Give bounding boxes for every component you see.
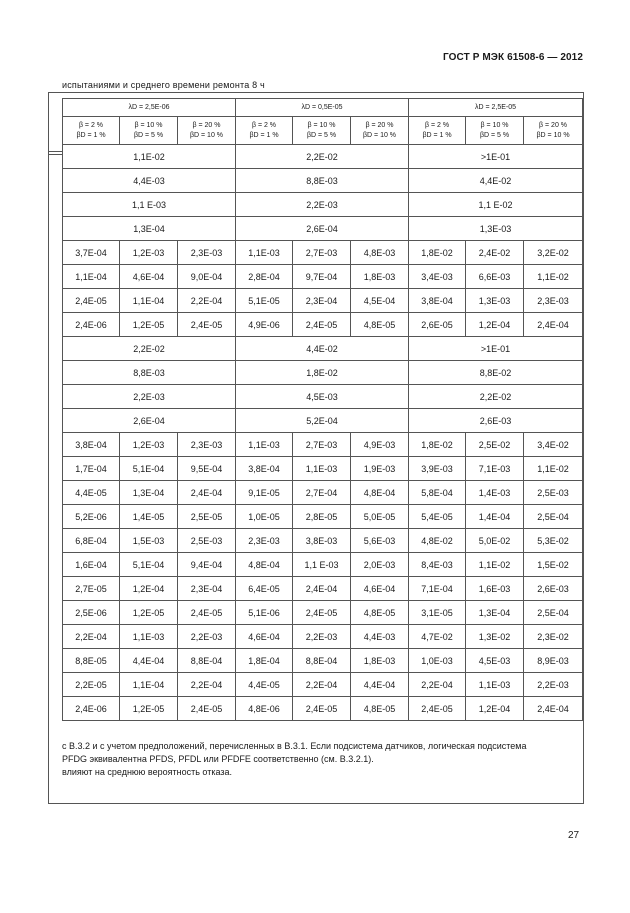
group-header: λD = 2,5E-05 (409, 99, 583, 117)
page-number: 27 (568, 830, 580, 841)
table-cell: 5,8E-04 (409, 481, 466, 505)
table-cell: 3,8E-04 (63, 433, 120, 457)
table-cell: 4,8E-04 (236, 553, 293, 577)
table-cell: 1,4E-04 (466, 505, 524, 529)
table-cell: 2,6E-03 (409, 409, 583, 433)
table-cell: 1,1 E-03 (293, 553, 351, 577)
table-cell: 8,8E-04 (178, 649, 236, 673)
table-cell: 1,1E-03 (236, 241, 293, 265)
table-cell: 5,3E-02 (524, 529, 583, 553)
table-cell: 1,3E-04 (120, 481, 178, 505)
table-cell: 2,2E-04 (178, 289, 236, 313)
table-row (63, 265, 583, 289)
table-cell: 2,5E-04 (524, 505, 583, 529)
table-cell: 2,2E-03 (63, 385, 236, 409)
table-row (63, 529, 583, 553)
table-cell: 9,7E-04 (293, 265, 351, 289)
table-cell: 3,8E-03 (293, 529, 351, 553)
table-cell: 1,2E-05 (120, 697, 178, 721)
table-row (63, 577, 583, 601)
table-cell: 6,4E-05 (236, 577, 293, 601)
table-cell: 1,6E-04 (63, 553, 120, 577)
table-cell: 3,4E-03 (409, 265, 466, 289)
table-cell: 2,2E-03 (524, 673, 583, 697)
note-line: PFDG эквивалентна PFDS, PFDL или PFDFE соответственно (см. В.3.2.1). (62, 754, 374, 764)
table-cell: 8,8E-03 (236, 169, 409, 193)
subheader-cell (63, 117, 120, 145)
table-cell: 2,5E-06 (63, 601, 120, 625)
table-cell: 6,8E-04 (63, 529, 120, 553)
table-cell: 2,4E-05 (293, 313, 351, 337)
table-cell: 5,2E-04 (236, 409, 409, 433)
table-cell: 1,1E-03 (466, 673, 524, 697)
table-cell: 4,4E-03 (63, 169, 236, 193)
table-cell: 2,4E-06 (63, 313, 120, 337)
table-row (63, 409, 583, 433)
row-divider (48, 154, 62, 155)
table-cell: 1,2E-05 (120, 601, 178, 625)
table-cell: 4,6E-04 (120, 265, 178, 289)
table-cell: 2,2E-03 (236, 193, 409, 217)
table-cell: 1,2E-03 (120, 241, 178, 265)
table-cell: 4,4E-02 (409, 169, 583, 193)
subheader-line: β = 20 % (539, 121, 568, 129)
subheader-line: βD = 10 % (190, 131, 224, 139)
table-caption-tail: испытаниями и среднего времени ремонта 8 ч (62, 80, 265, 90)
table-cell: 9,4E-04 (178, 553, 236, 577)
table-cell: 1,3E-04 (63, 217, 236, 241)
table-cell: >1E-01 (409, 145, 583, 169)
table-cell: 8,9E-03 (524, 649, 583, 673)
table-cell: 4,4E-04 (351, 673, 409, 697)
table-row (63, 385, 583, 409)
table-cell: 8,8E-03 (63, 361, 236, 385)
table-cell: 2,3E-04 (293, 289, 351, 313)
table-row (63, 193, 583, 217)
table-row (63, 169, 583, 193)
table-row (63, 625, 583, 649)
subheader-cell (178, 117, 236, 145)
note-line: влияют на среднюю вероятность отказа. (62, 767, 232, 777)
table-cell: 1,5E-03 (120, 529, 178, 553)
table-cell: 1,2E-04 (466, 697, 524, 721)
subheader-line: β = 2 % (251, 121, 277, 129)
table-cell: 3,1E-05 (409, 601, 466, 625)
table-cell: 3,4E-02 (524, 433, 583, 457)
table-cell: 1,4E-03 (466, 481, 524, 505)
table-row (63, 433, 583, 457)
table-cell: 1,1E-02 (524, 265, 583, 289)
table-cell: 1,1 E-03 (63, 193, 236, 217)
subheader-cell (466, 117, 524, 145)
table-row (63, 217, 583, 241)
table-cell: 4,8E-05 (351, 601, 409, 625)
table-row (63, 553, 583, 577)
table-cell: 5,1E-06 (236, 601, 293, 625)
table-cell: 4,4E-05 (236, 673, 293, 697)
table-cell: 1,9E-03 (351, 457, 409, 481)
table-cell: 5,1E-05 (236, 289, 293, 313)
table-cell: 4,4E-05 (63, 481, 120, 505)
table-cell: 1,8E-03 (351, 649, 409, 673)
table-cell: 1,5E-02 (524, 553, 583, 577)
subheader-cell (524, 117, 583, 145)
table-cell: 2,7E-04 (293, 481, 351, 505)
subheader-line: βD = 1 % (249, 131, 279, 139)
table-cell: 2,4E-04 (178, 481, 236, 505)
table-row (63, 481, 583, 505)
table-cell: 2,3E-04 (178, 577, 236, 601)
subheader-line: β = 20 % (192, 121, 221, 129)
table-cell: 2,2E-02 (409, 385, 583, 409)
table-cell: 1,1E-04 (120, 673, 178, 697)
table-row (63, 697, 583, 721)
table-cell: 1,8E-02 (409, 241, 466, 265)
table-cell: 3,8E-04 (409, 289, 466, 313)
table-cell: 8,8E-05 (63, 649, 120, 673)
table-cell: 2,2E-04 (63, 625, 120, 649)
table-cell: 2,0E-03 (351, 553, 409, 577)
table-cell: 4,9E-03 (351, 433, 409, 457)
table-row (63, 145, 583, 169)
table-cell: 4,5E-03 (236, 385, 409, 409)
table-cell: 5,1E-04 (120, 553, 178, 577)
table-cell: 1,1E-03 (293, 457, 351, 481)
table-cell: 2,3E-03 (178, 241, 236, 265)
table-cell: 5,0E-05 (351, 505, 409, 529)
subheader-line: β = 10 % (134, 121, 163, 129)
table-cell: 2,4E-04 (293, 577, 351, 601)
subheader-cell (409, 117, 466, 145)
table-cell: 1,3E-03 (409, 217, 583, 241)
subheader-line: βD = 5 % (479, 131, 510, 139)
table-row (63, 337, 583, 361)
table-row (63, 649, 583, 673)
table-cell: 2,8E-05 (293, 505, 351, 529)
table-cell: 2,2E-04 (293, 673, 351, 697)
table-cell: 2,2E-04 (178, 673, 236, 697)
table-cell: 9,1E-05 (236, 481, 293, 505)
table-row (63, 457, 583, 481)
subheader-line: βD = 1 % (422, 131, 452, 139)
table-cell: 5,1E-04 (120, 457, 178, 481)
table-cell: 1,8E-04 (236, 649, 293, 673)
subheader-line: β = 2 % (424, 121, 450, 129)
table-cell: 2,7E-03 (293, 433, 351, 457)
table-cell: 1,2E-03 (120, 433, 178, 457)
table-cell: 1,1 E-02 (409, 193, 583, 217)
table-cell: 2,5E-05 (178, 505, 236, 529)
table-cell: 4,9E-06 (236, 313, 293, 337)
table-cell: 2,5E-03 (524, 481, 583, 505)
table-cell: 2,7E-05 (63, 577, 120, 601)
table-cell: 2,7E-03 (293, 241, 351, 265)
table-cell: 2,2E-03 (293, 625, 351, 649)
table-cell: 4,8E-03 (351, 241, 409, 265)
table-cell: 4,4E-03 (351, 625, 409, 649)
table-cell: 1,1E-02 (63, 145, 236, 169)
table-cell: 3,9E-03 (409, 457, 466, 481)
table-cell: 2,4E-05 (293, 697, 351, 721)
table-cell: 7,1E-04 (409, 577, 466, 601)
table-cell: 2,6E-03 (524, 577, 583, 601)
table-cell: 3,8E-04 (236, 457, 293, 481)
table-cell: 1,7E-04 (63, 457, 120, 481)
table-cell: 1,8E-02 (236, 361, 409, 385)
table-cell: 4,6E-04 (236, 625, 293, 649)
table-cell: 4,8E-06 (236, 697, 293, 721)
table-cell: 8,4E-03 (409, 553, 466, 577)
table-cell: 2,6E-04 (236, 217, 409, 241)
table-cell: 4,8E-02 (409, 529, 466, 553)
table-cell: 5,0E-02 (466, 529, 524, 553)
table-cell: 2,5E-04 (524, 601, 583, 625)
subheader-line: βD = 1 % (76, 131, 106, 139)
group-header: λD = 2,5E-06 (63, 99, 236, 117)
table-cell: 2,4E-05 (293, 601, 351, 625)
table-cell: 1,3E-04 (466, 601, 524, 625)
table-row (63, 505, 583, 529)
table-cell: 2,3E-03 (236, 529, 293, 553)
table-subheader-row (63, 117, 583, 145)
table-cell: 3,7E-04 (63, 241, 120, 265)
table-cell: 2,3E-03 (524, 289, 583, 313)
table-cell: 2,8E-04 (236, 265, 293, 289)
table-cell: 1,1E-02 (524, 457, 583, 481)
table-cell: 2,6E-04 (63, 409, 236, 433)
table-cell: 2,2E-02 (63, 337, 236, 361)
table-cell: 2,6E-05 (409, 313, 466, 337)
table-cell: 2,4E-05 (178, 601, 236, 625)
subheader-line: β = 10 % (480, 121, 509, 129)
table-cell: 9,5E-04 (178, 457, 236, 481)
table-cell: 3,2E-02 (524, 241, 583, 265)
table-cell: 2,4E-06 (63, 697, 120, 721)
table-cell: 2,4E-05 (63, 289, 120, 313)
table-body (63, 99, 583, 721)
table-cell: 1,8E-03 (351, 265, 409, 289)
table-cell: 4,4E-02 (236, 337, 409, 361)
subheader-line: βD = 5 % (133, 131, 164, 139)
table-cell: 1,2E-04 (120, 577, 178, 601)
subheader-cell (236, 117, 293, 145)
table-cell: 1,8E-02 (409, 433, 466, 457)
table-cell: 4,8E-05 (351, 313, 409, 337)
table-cell: 4,4E-04 (120, 649, 178, 673)
standard-header: ГОСТ Р МЭК 61508-6 — 2012 (443, 52, 583, 63)
table-row (63, 673, 583, 697)
table-cell: 1,1E-03 (120, 625, 178, 649)
row-divider (48, 151, 62, 152)
table-cell: 1,2E-05 (120, 313, 178, 337)
note-line: с В.3.2 и с учетом предположений, перечисленных в В.3.1. Если подсистема датчиков, логическая подсистема (62, 741, 527, 751)
notes (62, 740, 582, 779)
table-cell: 2,2E-02 (236, 145, 409, 169)
table-cell: 4,6E-04 (351, 577, 409, 601)
table-cell: 1,2E-04 (466, 313, 524, 337)
table-cell: 2,4E-04 (524, 313, 583, 337)
table-cell: 1,0E-05 (236, 505, 293, 529)
table-cell: 2,5E-03 (178, 529, 236, 553)
subheader-cell (351, 117, 409, 145)
table-cell: 8,8E-02 (409, 361, 583, 385)
table-row (63, 601, 583, 625)
table-cell: 2,2E-05 (63, 673, 120, 697)
subheader-cell (120, 117, 178, 145)
table-cell: 8,8E-04 (293, 649, 351, 673)
table-cell: 4,8E-04 (351, 481, 409, 505)
table-cell: 4,5E-04 (351, 289, 409, 313)
table-cell: >1E-01 (409, 337, 583, 361)
table-cell: 2,4E-05 (178, 313, 236, 337)
table-row (63, 241, 583, 265)
table-cell: 1,4E-05 (120, 505, 178, 529)
table-cell: 2,4E-02 (466, 241, 524, 265)
table-cell: 2,2E-04 (409, 673, 466, 697)
table-cell: 1,3E-03 (466, 289, 524, 313)
table-cell: 1,6E-03 (466, 577, 524, 601)
table-cell: 4,8E-05 (351, 697, 409, 721)
table-cell: 2,4E-05 (178, 697, 236, 721)
subheader-line: β = 20 % (365, 121, 394, 129)
table-cell: 2,2E-03 (178, 625, 236, 649)
subheader-cell (293, 117, 351, 145)
table-row (63, 361, 583, 385)
subheader-line: βD = 10 % (536, 131, 570, 139)
table-cell: 4,5E-03 (466, 649, 524, 673)
table-cell: 9,0E-04 (178, 265, 236, 289)
table-row (63, 313, 583, 337)
table-cell: 5,2E-06 (63, 505, 120, 529)
table-cell: 5,6E-03 (351, 529, 409, 553)
table-cell: 1,1E-02 (466, 553, 524, 577)
table-cell: 2,4E-04 (524, 697, 583, 721)
table-cell: 2,3E-03 (178, 433, 236, 457)
table-row (63, 289, 583, 313)
table-cell: 2,3E-02 (524, 625, 583, 649)
group-header: λD = 0,5E-05 (236, 99, 409, 117)
table-cell: 1,0E-03 (409, 649, 466, 673)
subheader-line: βD = 10 % (363, 131, 397, 139)
table-cell: 2,4E-05 (409, 697, 466, 721)
table-cell: 1,1E-04 (120, 289, 178, 313)
table-cell: 6,6E-03 (466, 265, 524, 289)
subheader-line: βD = 5 % (306, 131, 337, 139)
table-cell: 1,1E-04 (63, 265, 120, 289)
subheader-line: β = 2 % (78, 121, 104, 129)
subheader-line: β = 10 % (307, 121, 336, 129)
table-cell: 2,5E-02 (466, 433, 524, 457)
table-cell: 4,7E-02 (409, 625, 466, 649)
table-group-header-row (63, 99, 583, 117)
table-cell: 5,4E-05 (409, 505, 466, 529)
table-cell: 1,1E-03 (236, 433, 293, 457)
pfd-table (62, 98, 583, 721)
table-cell: 7,1E-03 (466, 457, 524, 481)
table-cell: 1,3E-02 (466, 625, 524, 649)
